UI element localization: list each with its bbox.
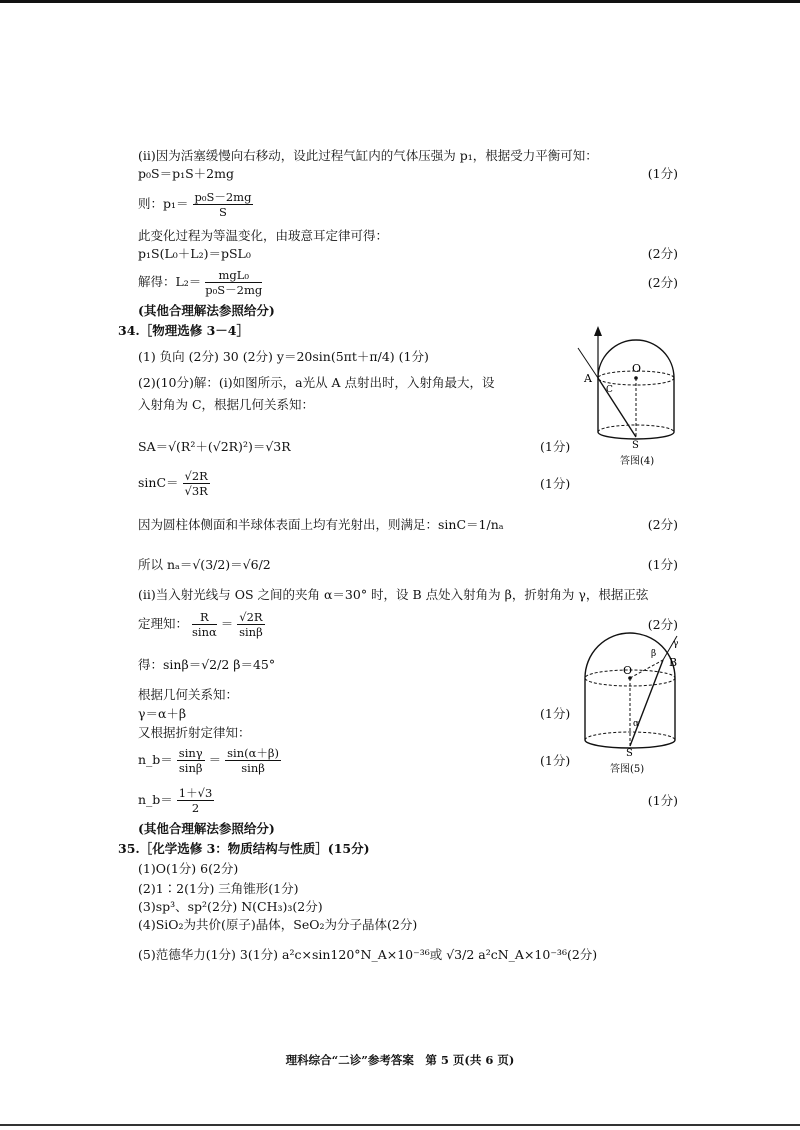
line-sine-law: [0, 608, 800, 639]
numerator: sin(α＋β): [227, 746, 280, 760]
numerator: 1＋√3: [178, 786, 213, 800]
numerator: R: [192, 610, 217, 625]
score: (1分): [540, 476, 571, 491]
section-title: 34.［物理选修 3－4］: [118, 323, 249, 338]
center-point: [634, 376, 638, 380]
score: (2分): [647, 617, 678, 632]
line-eq1: [0, 163, 800, 187]
eq-prefix: 定理知：: [138, 616, 189, 631]
text: 因为圆柱体侧面和半球体表面上均有光射出，则满足：sinC＝1/nₐ: [138, 517, 504, 532]
top-border: [0, 0, 800, 3]
normal-ob: [630, 660, 663, 678]
equation: SA＝√(R²＋(√2R)²)＝√3R: [138, 439, 291, 454]
numerator: p₀S－2mg: [194, 190, 252, 204]
text: (2)(10分)解：(i)如图所示，a光从 A 点射出时，入射角最大，设: [138, 375, 495, 390]
text: (5)范德华力(1分) 3(1分) a²c×sin120°N_A×10⁻³⁶或 √3/2 a²cN_A×10⁻³⁶(2分): [138, 947, 598, 962]
q35-5: [0, 944, 800, 968]
line-cylinder: [0, 514, 800, 538]
caption: 答图(4): [620, 456, 655, 467]
label-beta: β: [651, 649, 657, 659]
equation: [138, 786, 214, 815]
caption: 答图(5): [610, 764, 645, 775]
text: 根据几何关系知：: [138, 687, 239, 702]
denominator: sinα: [192, 625, 217, 639]
line-eq2: [0, 243, 800, 267]
equation: p₁S(L₀＋L₂)＝pSL₀: [138, 246, 251, 261]
figure-5: [565, 630, 705, 780]
label-c: C: [606, 385, 613, 395]
text: 入射角为 C，根据几何关系知：: [138, 397, 315, 412]
line-ii-a: [0, 584, 800, 608]
fraction: [192, 610, 217, 639]
label-s: S: [632, 440, 639, 451]
equation: [138, 469, 210, 498]
score: (2分): [647, 246, 678, 261]
text: (4)SiO₂为共价(原子)晶体，SeO₂为分子晶体(2分): [138, 917, 418, 932]
eq-prefix: sinC＝: [138, 475, 179, 490]
label-b: B: [669, 656, 678, 669]
denominator: √3R: [184, 484, 208, 498]
section-title: 35.［化学选修 3：物质结构与性质］(15分): [118, 841, 370, 856]
denominator: sinβ: [178, 761, 203, 775]
score: (1分): [647, 793, 678, 808]
arrow-head-icon: [594, 326, 602, 336]
equation: p₀S＝p₁S＋2mg: [138, 166, 234, 181]
eq-prefix: n_b＝: [138, 792, 173, 807]
fraction: [225, 746, 281, 775]
equation: [138, 746, 281, 775]
text: (其他合理解法参照给分): [138, 821, 275, 836]
equation: γ＝α＋β: [138, 706, 187, 721]
denominator: sinβ: [241, 761, 265, 775]
label-gamma: γ: [673, 639, 679, 649]
text: (1)O(1分) 6(2分): [138, 861, 239, 876]
label-a: A: [584, 372, 592, 385]
score: (2分): [647, 275, 678, 290]
text: (ii)当入射光线与 OS 之间的夹角 α＝30° 时，设 B 点处入射角为 β，折射角为 γ，根据正弦: [138, 587, 649, 602]
eq-prefix: n_b＝: [138, 752, 173, 767]
score: (1分): [540, 753, 571, 768]
ray-sb: [630, 660, 663, 746]
text: (3)sp³、sp²(2分) N(CH₃)₃(2分): [138, 899, 323, 914]
text: (1) 负向 (2分) 30 (2分) y＝20sin(5πt＋π/4) (1分): [138, 349, 429, 364]
fraction: [193, 190, 254, 219]
denominator: 2: [191, 801, 200, 815]
equals: ＝: [220, 616, 234, 631]
text: (其他合理解法参照给分): [138, 303, 275, 318]
label-s: S: [626, 748, 633, 759]
fraction: [237, 610, 264, 639]
fraction: [177, 786, 214, 815]
text: (2)1∶2(1分) 三角锥形(1分): [138, 881, 299, 896]
score: (1分): [647, 166, 678, 181]
denominator: S: [219, 205, 227, 219]
equals: ＝: [208, 752, 222, 767]
line-l2: [0, 266, 800, 297]
numerator: sinγ: [178, 746, 203, 760]
fraction: [177, 746, 205, 775]
fraction: [183, 469, 210, 498]
text: 又根据折射定律知：: [138, 725, 251, 740]
equation: 所以 nₐ＝√(3/2)＝√6/2: [138, 557, 271, 572]
eq-prefix: 解得：L₂＝: [138, 274, 202, 289]
score: (2分): [647, 517, 678, 532]
equation: [138, 268, 262, 297]
numerator: √2R: [184, 469, 208, 483]
text: (ii)因为活塞缓慢向右移动，设此过程气缸内的气体压强为 p₁，根据受力平衡可知：: [138, 148, 598, 163]
line-p1: [0, 186, 800, 219]
line-nb2: [0, 784, 800, 815]
denominator: p₀S－2mg: [205, 283, 263, 297]
line-sinc: [0, 467, 800, 498]
equation: [138, 610, 265, 639]
label-o: O: [632, 362, 642, 375]
numerator: √2R: [239, 610, 263, 624]
equation: 得：sinβ＝√2/2 β＝45°: [138, 657, 276, 672]
figure-4: [560, 320, 700, 470]
q35-4: [0, 914, 800, 938]
equation: [138, 190, 253, 219]
denominator: sinβ: [239, 625, 263, 639]
score: (1分): [540, 706, 571, 721]
text: 此变化过程为等温变化，由玻意耳定律可得：: [138, 228, 389, 243]
numerator: mgL₀: [205, 268, 262, 283]
line-na: [0, 554, 800, 578]
bottom-border: [0, 1124, 800, 1126]
page-footer: 理科综合“二诊”参考答案 第 5 页(共 6 页): [285, 1053, 515, 1067]
label-o: O: [623, 664, 633, 677]
eq-prefix: 则：p₁＝: [138, 196, 189, 211]
score: (1分): [540, 439, 571, 454]
fraction: [205, 268, 262, 297]
label-alpha: α: [633, 719, 640, 729]
score: (1分): [647, 557, 678, 572]
